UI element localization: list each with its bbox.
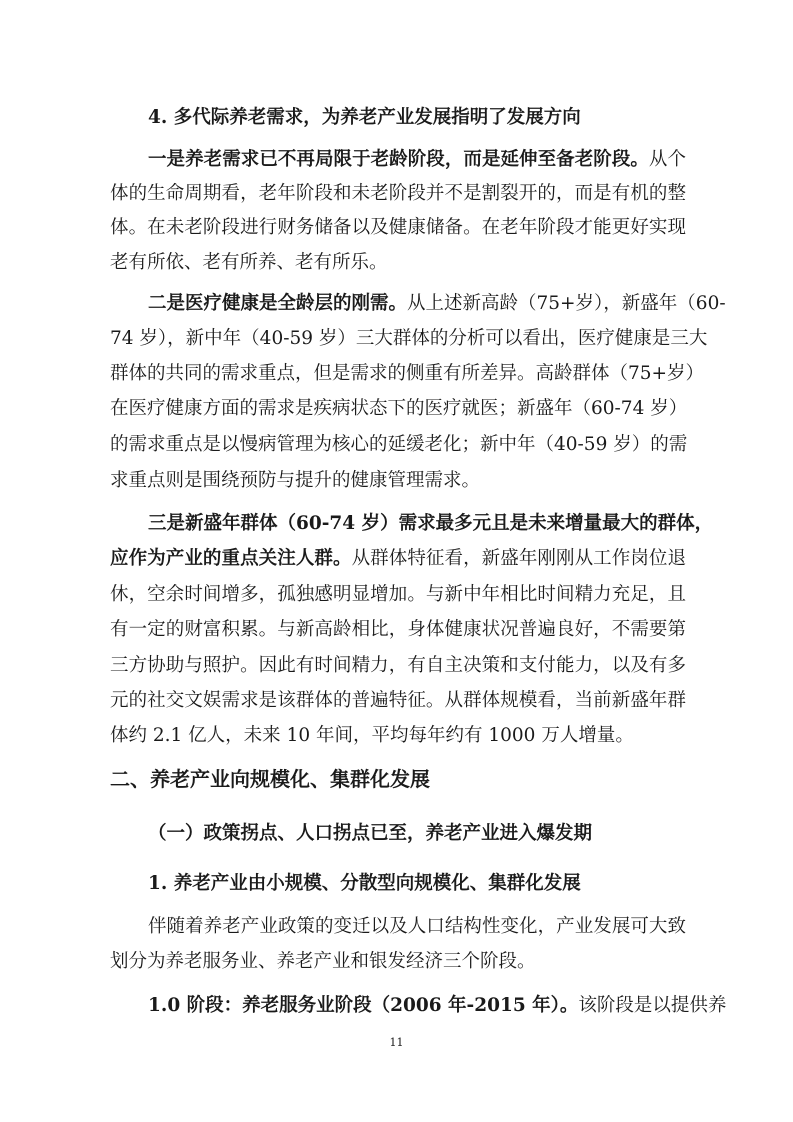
page-number: 11	[389, 1036, 404, 1049]
para1-line2: 体的生命周期看，老年阶段和未老阶段并不是割裂开的，而是有机的整	[110, 183, 686, 204]
para2-line6: 求重点则是围绕预防与提升的健康管理需求。	[110, 470, 481, 491]
item-1-heading: 1. 养老产业由小规模、分散型向规模化、集群化发展	[148, 873, 581, 894]
para2-line3: 群体的共同的需求重点，但是需求的侧重有所差异。高龄群体（75+岁）	[110, 363, 705, 384]
para5-lead: 1.0 阶段：养老服务业阶段（2006 年-2015 年）。	[148, 995, 579, 1016]
para3-lead-line2: 应作为产业的重点关注人群。	[110, 548, 352, 569]
para3-line4: 有一定的财富积累。与新高龄相比，身体健康状况普遍良好，不需要第	[110, 619, 686, 640]
para2-line5: 的需求重点是以慢病管理为核心的延缓老化；新中年（40-59 岁）的需	[110, 434, 688, 455]
para3-line5: 三方协助与照护。因此有时间精力，有自主决策和支付能力，以及有多	[110, 655, 686, 676]
para3-line7: 体约 2.1 亿人，未来 10 年间，平均每年约有 1000 万人增量。	[110, 725, 634, 746]
para5-line1-rest: 该阶段是以提供养	[578, 995, 727, 1016]
para2-line4: 在医疗健康方面的需求是疾病状态下的医疗就医；新盛年（60-74 岁）	[110, 398, 688, 419]
para1-lead: 一是养老需求已不再局限于老龄阶段，而是延伸至备老阶段。	[148, 149, 649, 170]
para3-line2	[110, 547, 686, 571]
para2-line1-rest: 从上述新高龄（75+岁），新盛年（60-	[407, 293, 726, 314]
para2-lead: 二是医疗健康是全龄层的刚需。	[148, 293, 408, 314]
para4-line1: 伴随着养老产业政策的变迁以及人口结构性变化，产业发展可大致	[148, 916, 686, 937]
chapter-2-heading: 二、养老产业向规模化、集群化发展	[110, 767, 430, 791]
para5-line1	[148, 994, 727, 1018]
para2-line1	[148, 292, 726, 316]
para3-line3: 休，空余时间增多，孤独感明显增加。与新中年相比时间精力充足，且	[110, 584, 686, 605]
para1-line1-rest: 从个	[648, 149, 686, 170]
para3-line1: 三是新盛年群体（60-74 岁）需求最多元且是未来增量最大的群体，	[148, 513, 714, 534]
subsection-1-heading: （一）政策拐点、人口拐点已至，养老产业进入爆发期	[148, 823, 593, 844]
section-4-heading: 4. 多代际养老需求，为养老产业发展指明了发展方向	[148, 107, 581, 128]
para1-line4: 老有所依、老有所养、老有所乐。	[110, 252, 388, 273]
para1-line3: 体。在未老阶段进行财务储备以及健康储备。在老年阶段才能更好实现	[110, 217, 686, 238]
para3-line2-rest: 从群体特征看，新盛年刚刚从工作岗位退	[351, 548, 686, 569]
para4-line2: 划分为养老服务业、养老产业和银发经济三个阶段。	[110, 951, 536, 972]
para3-line6: 元的社交文娱需求是该群体的普遍特征。从群体规模看，当前新盛年群	[110, 690, 686, 711]
para2-line2: 74 岁），新中年（40-59 岁）三大群体的分析可以看出，医疗健康是三大	[110, 328, 708, 349]
para1-line1	[148, 148, 686, 172]
